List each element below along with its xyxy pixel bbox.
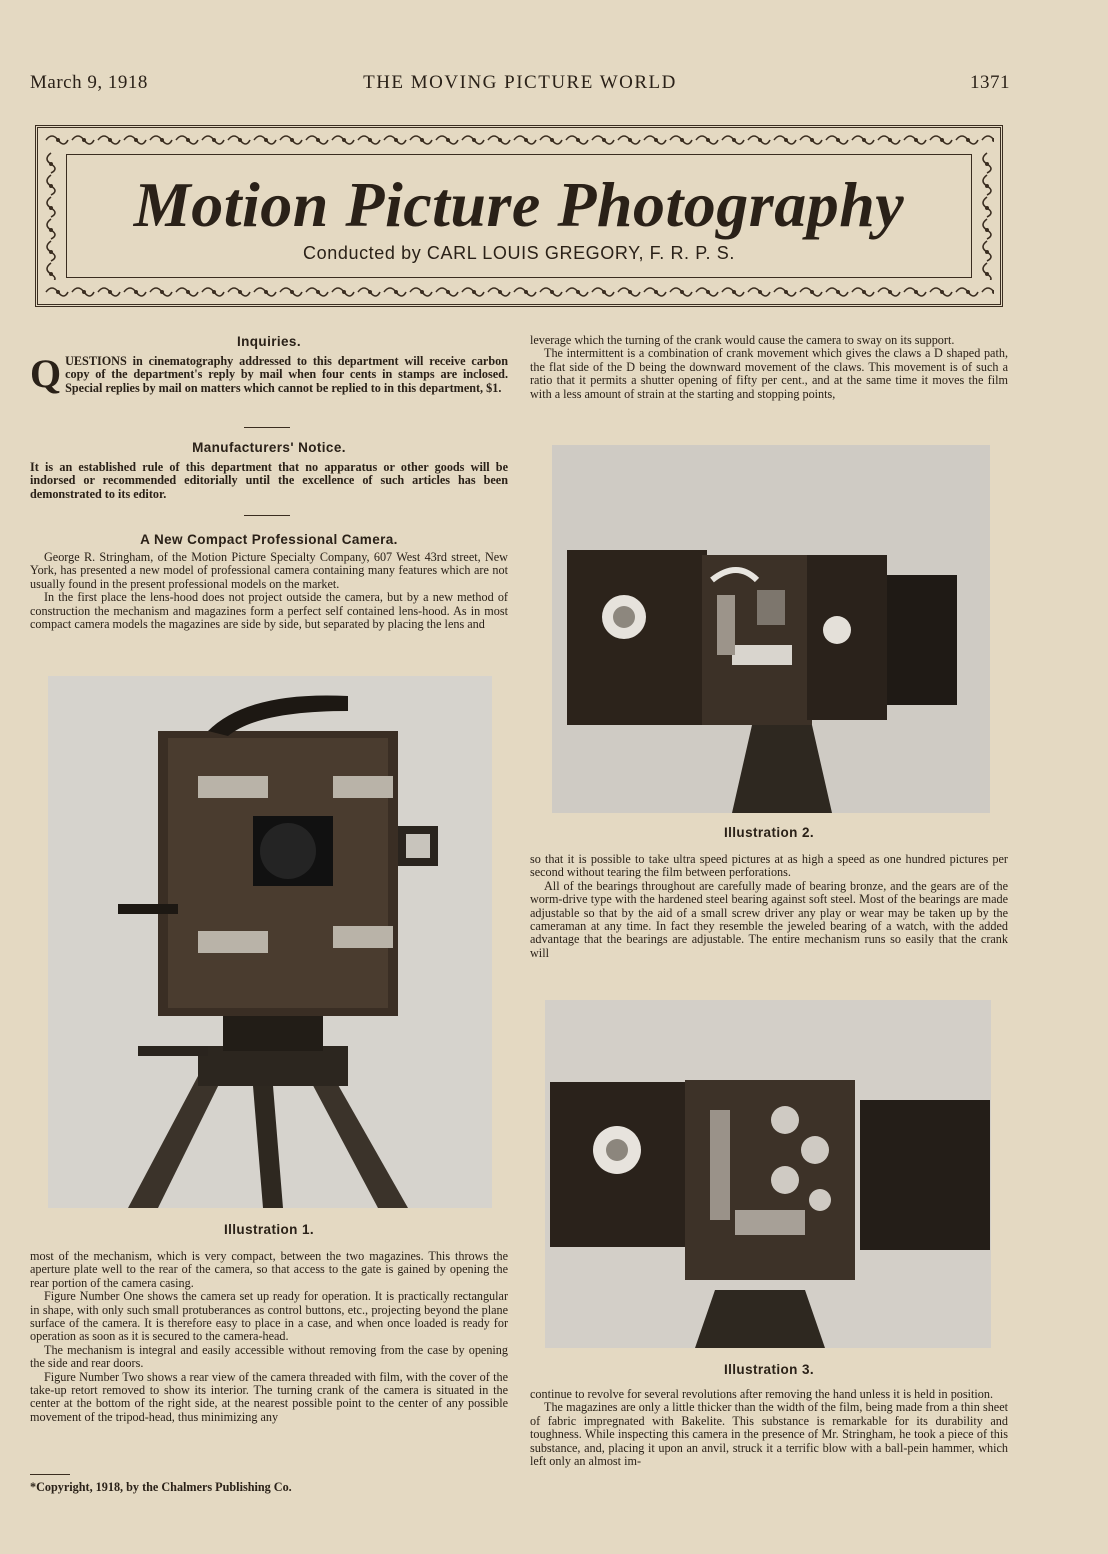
banner-frame [66, 154, 972, 278]
ornament-border-right [978, 152, 996, 280]
publication-name: THE MOVING PICTURE WORLD [363, 72, 677, 93]
manufacturers-body [30, 461, 508, 501]
paragraph: most of the mechanism, which is very compact, between the two magazines. This throws the aperture plate well to the rear of the camera, so that access to the gate is gained by opening the rear portion of the camera casing. [30, 1249, 508, 1290]
section-divider [244, 427, 290, 428]
department-byline: Conducted by CARL LOUIS GREGORY, F. R. P. S. [303, 243, 735, 263]
paragraph: All of the bearings throughout are carefully made of bearing bronze, and the gears are of the worm-drive type with the hardened steel bearing against soft steel. Most of the bearings are made adjustable so that by the aid of a small screw driver any play or wear may be taken up by the cameraman at any time. In fact they resemble the jeweled bearing of a watch, with the added advantage that the bearings are adjustable. The entire mechanism runs so easily that the crank will [530, 878, 1008, 960]
paragraph: continue to revolve for several revolutions after removing the hand unless it is held in position. [530, 1387, 994, 1401]
ornament-border-left [42, 152, 60, 280]
article-right-bottom [530, 1388, 1008, 1468]
article-heading: A New Compact Professional Camera. [140, 532, 398, 547]
paragraph: Figure Number Two shows a rear view of the camera threaded with film, with the cover of the take-up retort removed to show its interior. The turning crank of the camera is situated in the center at the bottom of the right side, at the nearest possible point to the center of any possible movement of the tripod-head, thus minimizing any [30, 1369, 508, 1424]
paragraph: The magazines are only a little thicker than the width of the film, being made from a thin sheet of fabric impregnated with Bakelite. This substance is remarkable for its durability and toughness. While inspecting this camera in the presence of Mr. Stringham, he took a piece of this substance, and, placing it upon an anvil, struck it a terrific blow with a ball-pein hammer, which left only an almost im- [530, 1400, 1008, 1469]
inquiries-heading: Inquiries. [236, 334, 301, 349]
issue-date: March 9, 1918 [30, 72, 148, 93]
article-right-middle [530, 853, 1008, 960]
manufacturers-text: It is an established rule of this department that no apparatus or other goods will be indorsed or recommended editorially until the excellence of such articles has been demonstrated to its editor. [30, 460, 508, 501]
running-head [30, 72, 1010, 98]
inquiries-text: UESTIONS in cinematography addressed to this department will receive carbon copy of the department's reply by mail when four cents in stamps are inclosed. Special replies by mail on matters which cannot be replied to in this department, $1. [65, 354, 508, 395]
illustration-2-photo [552, 445, 990, 813]
illustration-3-caption: Illustration 3. [723, 1362, 814, 1377]
paragraph: George R. Stringham, of the Motion Picture Specialty Company, 607 West 43rd street, New York, has presented a new model of professional camera containing many features which are not usually found in the present professional models on the market. [30, 550, 508, 591]
department-banner [35, 125, 1003, 307]
inquiries-body [30, 351, 508, 396]
manufacturers-heading: Manufacturers' Notice. [192, 440, 346, 455]
paragraph: The mechanism is integral and easily accessible without removing from the case by opening the side and rear doors. [30, 1342, 508, 1371]
article-left-top [30, 551, 508, 631]
paragraph: In the first place the lens-hood does not project outside the camera, but by a new method of construction the mechanism and magazines form a perfect self contained lens-hood. As in most compact camera models the magazines are side by side, but separated by placing the lens and [30, 590, 508, 632]
paragraph: so that it is possible to take ultra speed pictures at as high a speed as one hundred pictures per second without tearing the film between perforations. [530, 852, 1008, 880]
paragraph: leverage which the turning of the crank would cause the camera to sway on its support. [530, 333, 955, 347]
ornament-border-bottom [44, 283, 994, 301]
illustration-2-caption: Illustration 2. [723, 825, 814, 840]
drop-cap: Q [30, 351, 62, 396]
illustration-1-caption: Illustration 1. [223, 1222, 314, 1237]
article-left-bottom [30, 1250, 508, 1424]
illustration-1-photo [48, 676, 492, 1208]
footnote-rule [30, 1474, 70, 1475]
page-number: 1371 [970, 72, 1010, 93]
section-divider [244, 515, 290, 516]
illustration-3-photo [545, 1000, 991, 1348]
paragraph: The intermittent is a combination of crank movement which gives the claws a D shaped path, the flat side of the D being the downward movement of the claws. This movement is of such a ratio that it permits a shutter opening of fifty per cent., and at the same time it moves the film with a less amount of strain at the starting and stopping points, [530, 346, 1008, 401]
paragraph: Figure Number One shows the camera set up ready for operation. It is practically rectangular in shape, with only such small protuberances as control buttons, etc., projecting beyond the plane surface of the camera. It is therefore easy to place in a case, and when once loaded is ready for operation as soon as it is secured to the camera-head. [30, 1289, 508, 1344]
department-title: Motion Picture Photography [133, 169, 905, 240]
copyright-footnote: *Copyright, 1918, by the Chalmers Publishing Co. [30, 1480, 292, 1494]
article-right-top [530, 334, 1008, 401]
ornament-border-top [44, 131, 994, 149]
